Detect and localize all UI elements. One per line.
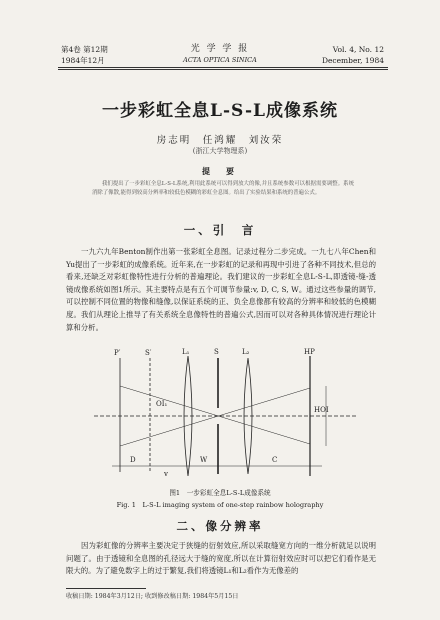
abstract-heading: 提 要 — [202, 166, 238, 176]
label-v: v — [164, 470, 168, 478]
label-s: S — [214, 348, 219, 356]
header-rule-thin — [58, 69, 388, 70]
article-affiliation: (浙江大学物理系) — [192, 147, 248, 155]
ray-2 — [120, 388, 310, 446]
footnote-rule — [66, 588, 146, 589]
footnote-received: 收稿日期: 1984年3月12日; 收到修改稿日期: 1984年5月15日 — [66, 593, 239, 600]
header-date-en: December, 1984 — [321, 56, 384, 65]
abstract-text: 我们提出了一步彩虹全息L-S-L系统,利用此系统可以得到放大的像,并且系统参数可以根据需要调整。系统消除了像散,能得到较高分辨率和较低色模糊的彩虹全息图。给出了实验结果和系统的普遍公式。 — [92, 181, 354, 196]
section-heading-resolution: 二、像分辨率 — [176, 519, 264, 533]
label-hoi: HOI — [314, 406, 329, 414]
label-l2: L₂ — [242, 348, 250, 356]
header-volume-en: Vol. 4, No. 12 — [332, 45, 384, 54]
section-heading-intro: 一、引 言 — [183, 223, 257, 237]
journal-title-en: ACTA OPTICA SINICA — [183, 56, 257, 64]
article-title: 一步彩虹全息L-S-L成像系统 — [102, 101, 338, 121]
header-rule — [58, 67, 388, 68]
label-oi: OI₁ — [156, 400, 168, 408]
label-c: C — [272, 456, 278, 464]
label-l1: L₁ — [182, 348, 190, 356]
journal-title-cn: 光 学 学 报 — [190, 44, 250, 54]
label-hp: HP — [304, 348, 315, 356]
figure-1-caption-en: Fig. 1 L-S-L imaging system of one-step rainbow holography — [116, 501, 324, 509]
label-s-prime: S′ — [145, 349, 152, 357]
header-date-cn: 1984年12月 — [61, 56, 105, 65]
figure-1-caption-cn: 图1 一步彩虹全息L-S-L成像系统 — [169, 489, 271, 497]
label-w: W — [200, 456, 208, 464]
label-p-prime: P′ — [114, 349, 121, 357]
resolution-paragraph: 因为彩虹像的分辨率主要决定于狭缝的衍射效应,所以采取缝宽方向的一维分析就足以说明问题了。由于透镜和全息图的孔径远大于缝的宽度,所以在计算衍射效应时可以把它们看作是无限大的。为了避免数字上的过于繁复,我们将透镜L₁和L₂看作为无像差的 — [66, 541, 376, 576]
figure-1-diagram — [90, 346, 360, 480]
label-d: D — [130, 456, 136, 464]
intro-paragraph: 一九六九年Benton制作出第一张彩虹全息图。记录过程分二步完成。一九七八年Chen和Yu提出了一步彩虹的成像系统。近年来,在一步彩虹的记录和再现中引进了各种不同技术,但总的看来,还缺乏对彩虹像特性进行分析的普遍理论。我们建议的一步彩虹全息L-S-L,即透镜-缝-透镜成像系统如图1所示。其主要特点是有五个可调节参量:v, D, C, S, W。通过这些参量的调节,可以控制不同位置的物像和缝像,以保证系统的正、负全息像都有较高的分辨率和较低的色模糊度。我们从理论上推导了有关系统全息像特性的普遍公式,因而可以对各种具体情况进行理论计算和分析。 — [66, 247, 376, 332]
header-issue-en — [322, 44, 384, 66]
article-authors: 房志明 任鸿耀 刘汝荣 — [156, 135, 284, 146]
header-volume: 第4卷 第12期 — [61, 45, 108, 54]
ray-1 — [120, 386, 310, 444]
